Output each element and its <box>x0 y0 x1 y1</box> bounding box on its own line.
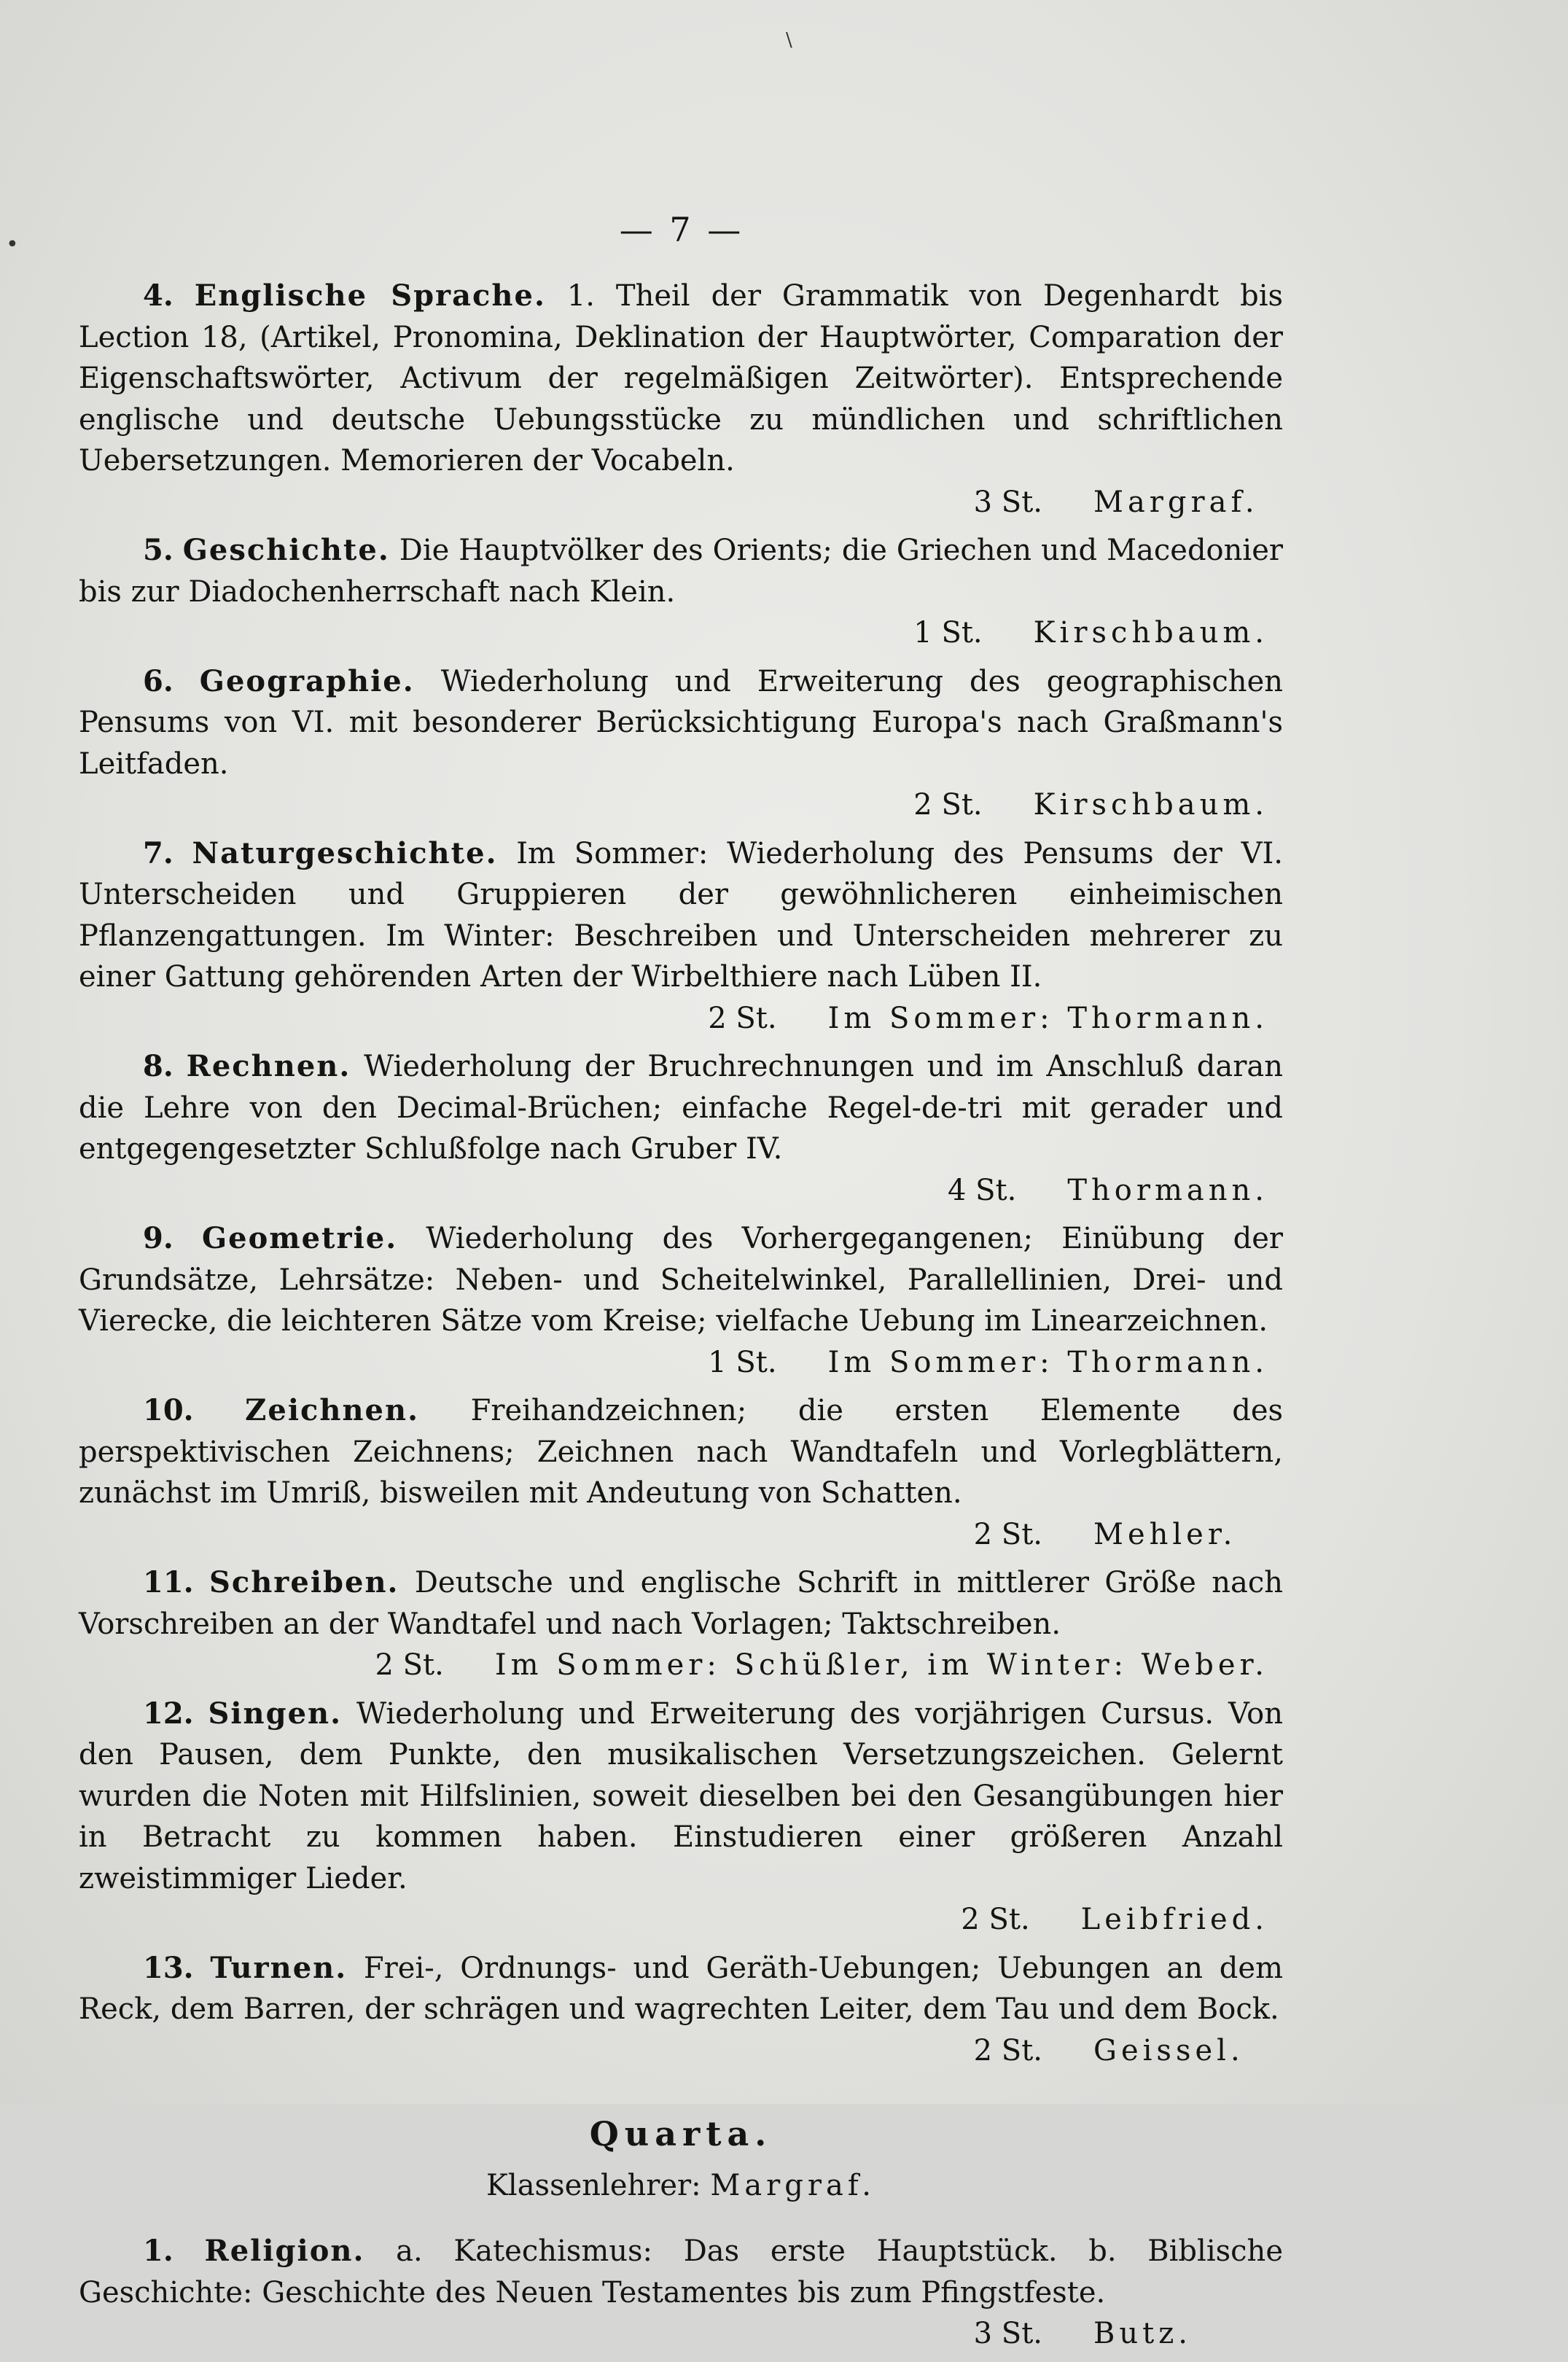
scan-speck: • <box>6 232 19 257</box>
subject-number: 6. <box>143 663 173 698</box>
subject-hours: 2 St. <box>973 2033 1042 2067</box>
subject-title: Schreiben. <box>208 1565 399 1599</box>
subject-teacher: Geissel. <box>1093 2033 1244 2067</box>
class-teacher-label: Klassenlehrer: <box>486 2168 701 2202</box>
subject-title: Religion. <box>204 2234 365 2268</box>
subject-title: Turnen. <box>210 1950 348 1985</box>
subject-description: Frei-, Ordnungs- und Geräth-Uebungen; Uebungen an dem Reck, dem Barren, der schrägen und wagrechten Leiter, dem Tau und dem Bock. <box>79 1951 1283 2026</box>
subject-number: 4. <box>143 278 173 313</box>
subject-paragraph <box>79 276 1283 482</box>
subject-section <box>79 1046 1283 1211</box>
scan-speck: \ <box>786 29 792 51</box>
subject-meta <box>79 784 1283 826</box>
subject-paragraph <box>79 833 1283 998</box>
subject-title: Geschichte. <box>182 533 390 567</box>
subject-paragraph <box>79 1390 1283 1514</box>
subject-teacher: Leibfried. <box>1080 1903 1268 1936</box>
subject-paragraph <box>79 1562 1283 1645</box>
section-list <box>79 2231 1283 2355</box>
subject-hours: 1 St. <box>708 1345 777 1379</box>
subject-meta <box>79 2030 1283 2072</box>
subject-hours: 3 St. <box>973 485 1042 519</box>
subject-hours: 2 St. <box>375 1648 444 1682</box>
subject-hours: 2 St. <box>708 1001 777 1035</box>
section-list <box>79 276 1283 2071</box>
subject-description: Wiederholung und Erweiterung des vorjährigen Cursus. Von den Pausen, dem Punkte, den musikalischen Versetzungszeichen. Gelernt wurden die Noten mit Hilfslinien, soweit dieselben bei den Gesangübungen hier in Betracht zu kommen haben. Einstudieren einer größeren Anzahl zweistimmiger Lieder. <box>79 1696 1283 1895</box>
subject-number: 5. <box>143 533 173 567</box>
subject-teacher: Mehler. <box>1093 1517 1237 1551</box>
class-heading: Quarta. <box>589 2114 773 2154</box>
subject-title: Zeichnen. <box>245 1393 419 1427</box>
subject-teacher: Im Sommer: Thormann. <box>827 1001 1268 1035</box>
subject-meta <box>79 1170 1283 1212</box>
class-teacher-name: Margraf. <box>710 2168 875 2202</box>
subject-title: Singen. <box>208 1696 343 1731</box>
subject-section <box>79 661 1283 826</box>
subject-teacher: Im Sommer: Schüßler, im Winter: Weber. <box>494 1648 1268 1682</box>
subject-teacher: Margraf. <box>1093 485 1259 519</box>
subject-meta <box>79 1342 1283 1384</box>
subject-number: 12. <box>143 1696 194 1731</box>
subject-title: Rechnen. <box>186 1049 351 1083</box>
subject-hours: 2 St. <box>961 1903 1030 1936</box>
subject-teacher: Kirschbaum. <box>1033 788 1268 822</box>
subject-title: Englische Sprache. <box>194 278 546 313</box>
subject-paragraph <box>79 530 1283 612</box>
subject-description: Wiederholung des Vorhergegangenen; Einübung der Grundsätze, Lehrsätze: Neben- und Scheitelwinkel, Parallellinien, Drei- und Vierecke, die leichteren Sätze vom Kreise; vielfache Uebung im Linearzeichnen. <box>79 1222 1284 1338</box>
subject-number: 9. <box>143 1221 173 1255</box>
subject-description: Wiederholung der Bruchrechnungen und im Anschluß daran die Lehre von den Decimal-Brüchen; einfache Regel-de-tri mit gerader und entgegengesetzter Schlußfolge nach Gruber IV. <box>79 1050 1283 1166</box>
class-teacher-line <box>79 2165 1283 2207</box>
subject-description: Freihandzeichnen; die ersten Elemente des perspektivischen Zeichnens; Zeichnen nach Wandtafeln und Vorlegblättern, zunächst im Umriß, bisweilen mit Andeutung von Schatten. <box>79 1394 1284 1510</box>
subject-paragraph <box>79 1693 1283 1900</box>
subject-hours: 2 St. <box>913 788 983 822</box>
subject-number: 1. <box>143 2234 173 2268</box>
subject-description: Die Hauptvölker des Orients; die Griechen und Macedonier bis zur Diadochenherrschaft nach Klein. <box>79 534 1283 609</box>
subject-paragraph <box>79 1948 1283 2030</box>
subject-meta <box>79 482 1283 523</box>
subject-number: 8. <box>143 1049 173 1083</box>
subject-title: Geometrie. <box>201 1221 398 1255</box>
subject-teacher: Im Sommer: Thormann. <box>827 1345 1268 1379</box>
subject-number: 10. <box>143 1393 194 1427</box>
subject-description: Im Sommer: Wiederholung des Pensums der VI. Unterscheiden und Gruppieren der gewöhnlicheren einheimischen Pflanzengattungen. Im Winter: Beschreiben und Unterscheiden mehrerer zu einer Gattung gehörenden Arten der Wirbelthiere nach Lüben II. <box>79 836 1283 994</box>
subject-paragraph <box>79 1218 1283 1342</box>
subject-section <box>79 1390 1283 1555</box>
page-content <box>79 276 1283 2362</box>
subject-title: Geographie. <box>199 663 415 698</box>
subject-number: 13. <box>143 1950 194 1985</box>
subject-teacher: Thormann. <box>1067 1173 1268 1207</box>
subject-hours: 4 St. <box>947 1173 1017 1207</box>
subject-section <box>79 530 1283 654</box>
subject-section <box>79 1562 1283 1686</box>
subject-paragraph <box>79 1046 1283 1170</box>
subject-hours: 3 St. <box>973 2317 1042 2350</box>
subject-description: a. Katechismus: Das erste Hauptstück. b. Biblische Geschichte: Geschichte des Neuen Testamentes bis zum Pfingstfeste. <box>79 2234 1283 2310</box>
subject-section <box>79 1693 1283 1941</box>
subject-description: Wiederholung und Erweiterung des geographischen Pensums von VI. mit besonderer Berücksichtigung Europa's nach Graßmann's Leitfaden. <box>79 664 1284 781</box>
subject-section <box>79 1948 1283 2072</box>
subject-meta <box>79 1645 1283 1686</box>
subject-teacher: Butz. <box>1093 2317 1193 2350</box>
subject-hours: 2 St. <box>973 1517 1042 1551</box>
subject-meta <box>79 612 1283 654</box>
subject-meta <box>79 998 1283 1040</box>
subject-hours: 1 St. <box>913 616 983 650</box>
subject-teacher: Kirschbaum. <box>1033 616 1268 650</box>
subject-title: Naturgeschichte. <box>192 835 498 870</box>
subject-meta <box>79 1899 1283 1941</box>
subject-number: 7. <box>143 835 173 870</box>
subject-section <box>79 833 1283 1040</box>
subject-section <box>79 2231 1283 2355</box>
subject-meta <box>79 1514 1283 1556</box>
subject-meta <box>79 2313 1283 2355</box>
subject-section <box>79 1218 1283 1383</box>
subject-paragraph <box>79 2231 1283 2313</box>
subject-description: 1. Theil der Grammatik von Degenhardt bis Lection 18, (Artikel, Pronomina, Deklination der Hauptwörter, Comparation der Eigenschaftswörter, Activum der regelmäßigen Zeitwörter). Entsprechende englische und deutsche Uebungsstücke zu mündlichen und schriftlichen Uebersetzungen. Memorieren der Vocabeln. <box>79 279 1284 478</box>
subject-paragraph <box>79 661 1283 785</box>
subject-description: Deutsche und englische Schrift in mittlerer Größe nach Vorschreiben an der Wandtafel und nach Vorlagen; Taktschreiben. <box>79 1566 1284 1641</box>
page-number: — 7 — <box>619 210 744 249</box>
subject-number: 11. <box>143 1565 194 1599</box>
subject-section <box>79 276 1283 523</box>
